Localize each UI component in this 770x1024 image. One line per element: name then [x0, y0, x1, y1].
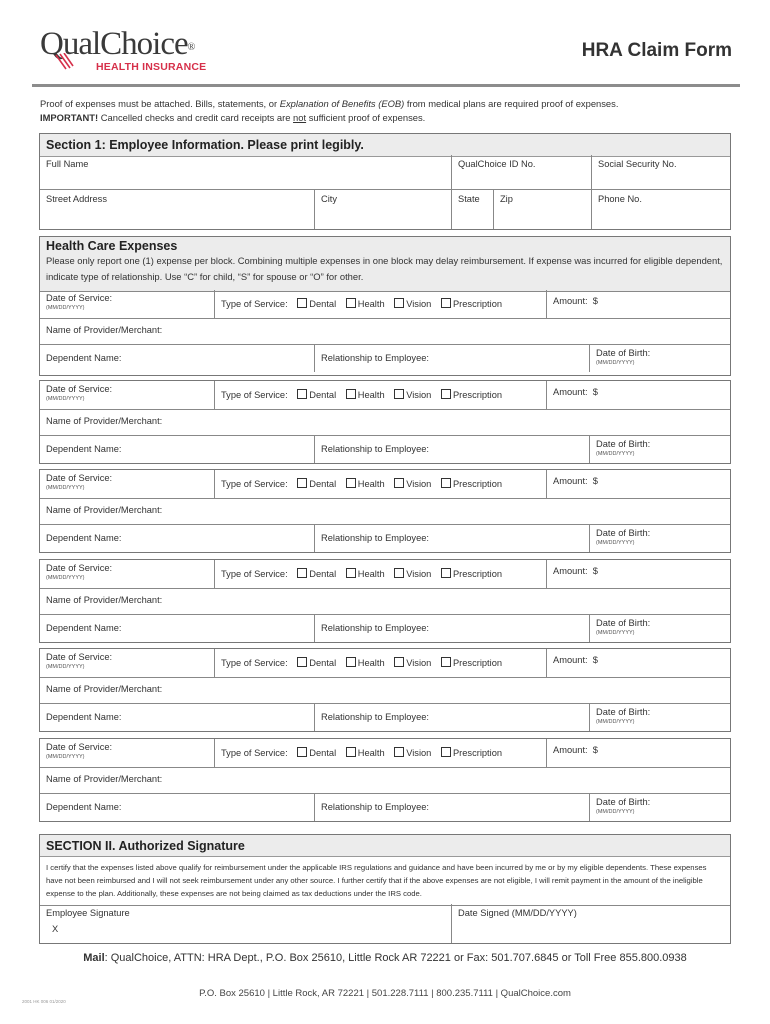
health-checkbox[interactable] [346, 478, 356, 488]
provider-name-field[interactable]: Name of Provider/Merchant: [40, 589, 730, 615]
amount-field[interactable]: Amount: $ [547, 560, 730, 589]
vision-checkbox[interactable] [394, 298, 404, 308]
expenses-instructions: Please only report one (1) expense per block. Combining multiple expenses in one block may delay reimbursement. If expense was incurred for eligible dependent, indicate type of relationship. Use “C” for child, “S” for spouse or “O” for other. [46, 255, 723, 282]
important-label: IMPORTANT! [40, 111, 99, 123]
provider-name-field[interactable]: Name of Provider/Merchant: [40, 410, 730, 436]
vision-checkbox[interactable] [394, 478, 404, 488]
footer-contact: P.O. Box 25610 | Little Rock, AR 72221 | 501.228.7111 | 800.235.7111 | QualChoice.com [199, 988, 571, 999]
dental-checkbox[interactable] [297, 657, 307, 667]
expense-block [39, 469, 731, 553]
city-field[interactable]: City [315, 190, 452, 229]
section-employee-info [39, 133, 731, 230]
date-of-birth-field[interactable]: Date of Birth: (MM/DD/YYYY) [596, 348, 651, 366]
prescription-checkbox[interactable] [441, 657, 451, 667]
qualchoice-id-field[interactable]: QualChoice ID No. [452, 155, 592, 190]
health-checkbox[interactable] [346, 389, 356, 399]
date-of-service-field[interactable]: Date of Service: (MM/DD/YYYY) [40, 290, 215, 319]
dependent-name-field[interactable]: Dependent Name: [40, 615, 315, 642]
relationship-field[interactable]: Relationship to Employee: [315, 615, 590, 642]
section-signature [39, 834, 731, 944]
dental-checkbox[interactable] [297, 298, 307, 308]
expenses-title: Health Care Expenses [46, 239, 178, 253]
provider-name-field[interactable]: Name of Provider/Merchant: [40, 678, 730, 704]
dependent-name-field[interactable]: Dependent Name: [40, 704, 315, 731]
expense-block [39, 290, 731, 376]
mail-instructions: Mail: QualChoice, ATTN: HRA Dept., P.O. Box 25610, Little Rock AR 72221 or Fax: 501.707.6845 or Toll Free 855.800.0938 [83, 952, 687, 964]
prescription-checkbox[interactable] [441, 568, 451, 578]
phone-field[interactable]: Phone No. [598, 194, 642, 204]
relationship-field[interactable]: Relationship to Employee: [315, 345, 590, 372]
health-checkbox[interactable] [346, 657, 356, 667]
date-of-service-field[interactable]: Date of Service: (MM/DD/YYYY) [40, 739, 215, 768]
expense-block [39, 559, 731, 643]
provider-name-field[interactable]: Name of Provider/Merchant: [40, 768, 730, 794]
dental-checkbox[interactable] [297, 389, 307, 399]
street-address-field[interactable]: Street Address [40, 190, 315, 229]
vision-checkbox[interactable] [394, 747, 404, 757]
dental-checkbox[interactable] [297, 478, 307, 488]
relationship-field[interactable]: Relationship to Employee: [315, 436, 590, 463]
type-of-service-group: Type of Service: Dental Health Vision Prescription [215, 739, 547, 768]
dependent-name-field[interactable]: Dependent Name: [40, 794, 315, 821]
amount-field[interactable]: Amount: $ [547, 381, 730, 410]
zip-field[interactable]: Zip [494, 190, 592, 229]
vision-checkbox[interactable] [394, 389, 404, 399]
expense-block [39, 380, 731, 464]
date-of-birth-field[interactable]: Date of Birth: (MM/DD/YYYY) [596, 618, 651, 636]
amount-field[interactable]: Amount: $ [547, 649, 730, 678]
relationship-field[interactable]: Relationship to Employee: [315, 525, 590, 552]
date-signed-field[interactable]: Date Signed (MM/DD/YYYY) [458, 908, 577, 918]
provider-name-field[interactable]: Name of Provider/Merchant: [40, 319, 730, 345]
date-of-service-field[interactable]: Date of Service: (MM/DD/YYYY) [40, 649, 215, 678]
prescription-checkbox[interactable] [441, 747, 451, 757]
section1-title: Section 1: Employee Information. Please print legibly. [46, 138, 364, 152]
prescription-checkbox[interactable] [441, 389, 451, 399]
certification-text: I certify that the expenses listed above qualify for reimbursement under the applicable IRS regulations and guidance and have been incurred by me or by my eligible dependents. These expenses have not been reimbursed and I will not seek reimbursement under any other source. I further certify that if the above expenses are not eligible, I will remit payment in the amount of the ineligible expense to the plan. Additionally, these expenses are not being claimed as tax deductions under the IRS code. [40, 857, 730, 906]
date-of-service-field[interactable]: Date of Service: (MM/DD/YYYY) [40, 470, 215, 499]
logo-wordmark: QualChoice [40, 26, 188, 62]
dependent-name-field[interactable]: Dependent Name: [40, 345, 315, 372]
relationship-field[interactable]: Relationship to Employee: [315, 794, 590, 821]
date-of-birth-field[interactable]: Date of Birth: (MM/DD/YYYY) [596, 797, 651, 815]
dental-checkbox[interactable] [297, 568, 307, 578]
state-field[interactable]: State [452, 190, 494, 229]
qualchoice-logo [40, 26, 240, 76]
prescription-checkbox[interactable] [441, 478, 451, 488]
employee-signature-field[interactable]: Employee Signature X [40, 904, 452, 943]
intro-notice: Proof of expenses must be attached. Bills, statements, or Explanation of Benefits (EOB) from medical plans are required proof of expenses. IMPORTANT! Cancelled checks and credit card receipts are not sufficient proof of expenses. [40, 98, 619, 123]
date-of-service-field[interactable]: Date of Service: (MM/DD/YYYY) [40, 560, 215, 589]
type-of-service-group: Type of Service: Dental Health Vision Prescription [215, 290, 547, 319]
date-of-service-field[interactable]: Date of Service: (MM/DD/YYYY) [40, 381, 215, 410]
section-health-expenses [39, 236, 731, 290]
type-of-service-group: Type of Service: Dental Health Vision Prescription [215, 560, 547, 589]
provider-name-field[interactable]: Name of Provider/Merchant: [40, 499, 730, 525]
form-code: 2001 HK 006 01/2020 [22, 999, 66, 1004]
date-of-birth-field[interactable]: Date of Birth: (MM/DD/YYYY) [596, 439, 651, 457]
health-checkbox[interactable] [346, 568, 356, 578]
vision-checkbox[interactable] [394, 657, 404, 667]
type-of-service-group: Type of Service: Dental Health Vision Prescription [215, 649, 547, 678]
amount-field[interactable]: Amount: $ [547, 470, 730, 499]
registered-mark: ® [187, 42, 195, 53]
dependent-name-field[interactable]: Dependent Name: [40, 436, 315, 463]
section2-title: SECTION II. Authorized Signature [46, 839, 245, 853]
vision-checkbox[interactable] [394, 568, 404, 578]
health-checkbox[interactable] [346, 298, 356, 308]
type-of-service-group: Type of Service: Dental Health Vision Prescription [215, 470, 547, 499]
header-divider [32, 84, 740, 87]
signature-x-mark: X [52, 924, 59, 934]
expense-block [39, 738, 731, 822]
date-of-birth-field[interactable]: Date of Birth: (MM/DD/YYYY) [596, 707, 651, 725]
logo-subtitle: HEALTH INSURANCE [96, 61, 207, 73]
prescription-checkbox[interactable] [441, 298, 451, 308]
relationship-field[interactable]: Relationship to Employee: [315, 704, 590, 731]
amount-field[interactable]: Amount: $ [547, 739, 730, 768]
ssn-field[interactable]: Social Security No. [592, 155, 730, 190]
dental-checkbox[interactable] [297, 747, 307, 757]
dependent-name-field[interactable]: Dependent Name: [40, 525, 315, 552]
full-name-field[interactable]: Full Name [40, 155, 452, 190]
amount-field[interactable]: Amount: $ [547, 290, 730, 319]
health-checkbox[interactable] [346, 747, 356, 757]
page-title: HRA Claim Form [581, 40, 732, 61]
expense-block [39, 648, 731, 732]
logo-stripes-icon [54, 53, 74, 71]
date-of-birth-field[interactable]: Date of Birth: (MM/DD/YYYY) [596, 528, 651, 546]
type-of-service-group: Type of Service: Dental Health Vision Prescription [215, 381, 547, 410]
